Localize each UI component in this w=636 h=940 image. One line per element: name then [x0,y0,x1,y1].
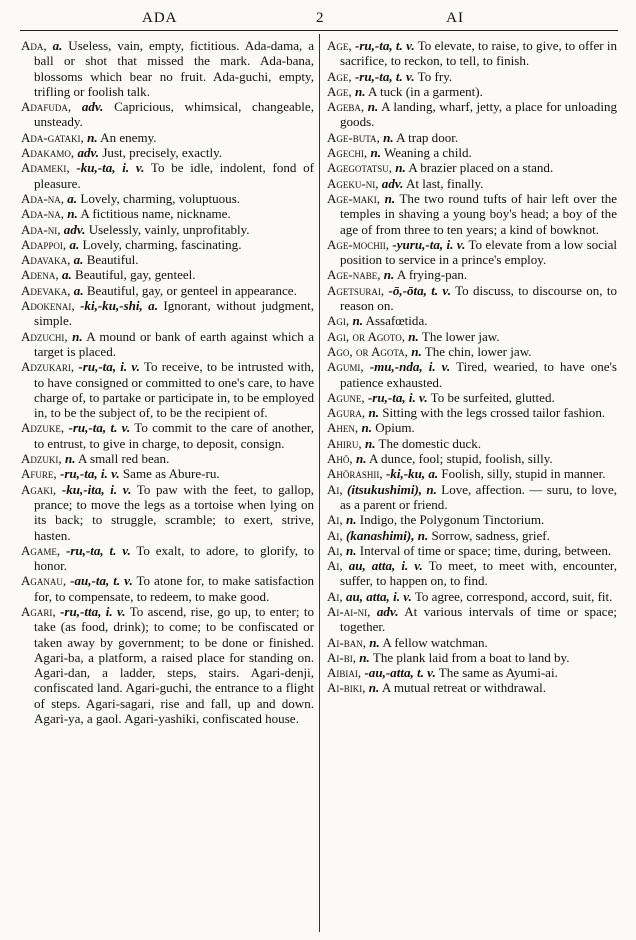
dictionary-entry [327,558,617,589]
entry-headword: Ai, [327,588,343,604]
dictionary-entry [21,420,314,451]
dictionary-entry [327,390,617,405]
entry-part-of-speech: n. [87,129,98,145]
entry-headword: Age-nabe, [327,267,381,283]
dictionary-entry [21,222,314,237]
entry-part-of-speech: -ru,-ta, t. v. [354,38,415,53]
entry-headword: Ageku-ni, [327,175,379,191]
entry-headword: Agari, [21,603,56,619]
entry-definition: Lovely, charming, fascinating. [82,236,242,252]
entry-headword: Agi, [327,313,350,329]
dictionary-entry [21,191,314,206]
entry-definition: A tuck (in a garment). [368,83,483,99]
dictionary-entry [21,359,314,420]
dictionary-entry [21,451,314,466]
dictionary-entry [327,84,617,99]
entry-part-of-speech: -ku,-ita, i. v. [61,481,132,497]
header-rule [20,30,618,31]
entry-part-of-speech: adv. [376,603,399,619]
dictionary-entry [327,359,617,390]
entry-headword: Ai-bi, [327,649,357,665]
dictionary-entry [21,329,314,360]
entry-part-of-speech: n. [364,435,376,451]
entry-definition: Useless, vain, empty, fictitious. Ada-dama, a ball or shot that missed the mark. Ada-bana, blossoms which bear no fruit. Ada-guchi, empty, trifling or foolish talk. [34,38,314,99]
entry-headword: Ageba, [327,99,365,115]
entry-headword: Ago, or Agota, [327,343,408,359]
entry-definition: Capricious, whimsical, changeable, unsteady. [34,99,314,130]
entry-headword: Adzuke, [21,420,65,436]
dictionary-entry [327,38,617,69]
dictionary-entry [327,344,617,359]
entry-part-of-speech: -ru,-ta, t. v. [68,420,131,436]
dictionary-entry [327,466,617,481]
entry-headword: Ai-ai-ni, [327,603,371,619]
entry-headword: Agaki, [21,481,57,497]
entry-part-of-speech: -ki,-ku,-shi, a. [80,298,158,314]
entry-definition: A landing, wharf, jetty, a place for unloading goods. [340,99,617,130]
entry-definition: To be surfeited, glutted. [430,389,555,405]
entry-definition: A mutual retreat or withdrawal. [381,680,546,696]
entry-part-of-speech: a. [73,282,84,298]
entry-headword: Ahōrashii, [327,466,383,482]
entry-definition: A frying-pan. [396,267,468,283]
dictionary-entry [327,482,617,513]
entry-headword: Ahō, [327,451,353,467]
entry-definition: Indigo, the Polygonum Tinctorium. [359,512,545,528]
entry-definition: Beautiful, gay, genteel. [75,267,196,283]
entry-part-of-speech: -ki,-ku, a. [385,466,439,482]
entry-headword: Adena, [21,267,59,283]
entry-part-of-speech: n. [361,420,372,436]
entry-definition: A mound or bank of earth against which a target is placed. [34,328,314,359]
entry-part-of-speech: -au,-ta, t. v. [70,573,133,589]
entry-headword: Ai, [327,481,343,497]
entry-part-of-speech: n. [345,542,357,558]
dictionary-entry [327,329,617,344]
entry-part-of-speech: n. [72,328,83,344]
entry-headword: Ahiru, [327,435,362,451]
entry-headword: Age, [327,38,352,53]
entry-headword: Ai, [327,558,343,574]
entry-part-of-speech: n. [368,405,379,421]
entry-headword: Afure, [21,466,57,482]
dictionary-entry [21,283,314,298]
entry-headword: Adzuki, [21,451,62,467]
entry-headword: Ai, [327,512,343,528]
entry-part-of-speech: au, atta, i. v. [345,588,412,604]
entry-headword: Age-maki, [327,190,381,206]
entry-part-of-speech: -ru,-ta, i. v. [78,359,140,375]
entry-definition: Lovely, charming, voluptuous. [80,190,241,206]
entry-headword: Adakamo, [21,145,75,161]
entry-definition: To be idle, indolent, fond of pleasure. [34,160,315,191]
entry-headword: Adavaka, [21,252,71,268]
entry-part-of-speech: a. [73,252,84,268]
entry-definition: To meet, to meet with, encounter, suffer, to happen on, to find. [340,558,617,589]
entry-definition: Sorrow, sadness, grief. [431,527,550,543]
entry-headword: Age-mochii, [327,236,390,252]
entry-definition: Opium. [375,420,415,436]
dictionary-entry [21,466,314,481]
entry-part-of-speech: n. [64,451,76,467]
entry-definition: A small red bean. [78,451,170,467]
entry-definition: To receive, to be intrusted with, to have consigned or committed to one's care, to have charge of, to partake or participate in, to be employed in, to be the subject of, to be the recipient of. [34,359,314,421]
dictionary-entry [21,160,314,191]
entry-definition: Beautiful. [86,252,139,268]
entry-definition: To exalt, to adore, to glorify, to honor. [34,542,314,574]
dictionary-entry [327,604,617,635]
dictionary-entry [327,176,617,191]
entry-headword: Adzuchi, [21,328,68,344]
dictionary-entry [327,665,617,680]
dictionary-entry [327,420,617,435]
entry-headword: Adameki, [21,160,70,176]
dictionary-entry [327,145,617,160]
dictionary-entry [327,436,617,451]
entry-headword: Ai, [327,542,343,558]
entry-part-of-speech: n. [354,83,366,99]
entry-part-of-speech: n. [359,649,370,665]
entry-headword: Aganau, [21,573,67,589]
dictionary-entry [21,604,314,726]
entry-part-of-speech: -yuru,-ta, i. v. [392,236,466,252]
entry-headword: Agetsurai, [327,282,385,298]
entry-part-of-speech: adv. [77,145,100,161]
entry-headword: Ai, [327,527,343,543]
entry-part-of-speech: -ru,-ta, i. v. [59,466,120,482]
entry-definition: Sitting with the legs crossed tailor fashion. [382,405,606,421]
entry-part-of-speech: n. [395,160,406,176]
right-column [327,38,617,696]
dictionary-entry [21,482,314,543]
entry-headword: Agechi, [327,145,368,161]
entry-definition: Beautiful, gay, or genteel in appearance. [86,282,297,298]
entry-definition: To agree, correspond, accord, suit, fit. [414,588,613,604]
dictionary-entry [21,267,314,282]
entry-headword: Ada-gataki, [21,129,84,145]
entry-headword: Adappoi, [21,236,67,252]
entry-definition: The domestic duck. [378,435,482,451]
dictionary-entry [21,130,314,145]
entry-part-of-speech: -ru,-ta, t. v. [354,68,415,84]
entry-headword: Ada, [21,38,47,53]
entry-definition: A fictitious name, nickname. [80,206,231,222]
entry-headword: Ahen, [327,420,359,436]
entry-headword: Agame, [21,542,61,558]
entry-part-of-speech: n. [369,634,380,650]
entry-definition: At last, finally. [405,175,484,191]
entry-headword: Agune, [327,389,365,405]
entry-headword: Agegotatsu, [327,160,392,176]
entry-definition: Uselessly, vainly, unprofitably. [88,221,250,237]
entry-part-of-speech: n. [408,328,419,344]
entry-part-of-speech: -ru,-ta, t. v. [66,542,131,558]
dictionary-entry [327,512,617,527]
left-running-head: ADA [142,10,178,26]
dictionary-entry [327,69,617,84]
dictionary-entry [327,528,617,543]
entry-headword: Adzukari, [21,359,75,375]
dictionary-entry [327,543,617,558]
dictionary-entry [21,237,314,252]
entry-definition: A brazier placed on a stand. [408,160,554,176]
dictionary-entry [327,130,617,145]
entry-definition: A fellow watchman. [382,634,488,650]
dictionary-entry [21,99,314,130]
dictionary-entry [21,206,314,221]
entry-headword: Agi, or Agoto, [327,328,406,344]
entry-definition: The chin, lower jaw. [424,343,532,359]
entry-headword: Age, [327,83,352,99]
entry-definition: To discuss, to discourse on, to reason on. [340,282,618,314]
entry-headword: Ai-biki, [327,680,366,696]
dictionary-entry [327,589,617,604]
entry-part-of-speech: adv. [63,221,86,237]
entry-definition: The same as Ayumi-ai. [438,665,558,681]
entry-definition: A trap door. [396,129,459,145]
entry-part-of-speech: -mu,-nda, i. v. [369,359,451,375]
dictionary-entry [327,237,617,268]
dictionary-entry [327,160,617,175]
column-divider [319,34,320,932]
entry-part-of-speech: -ku,-ta, i. v. [76,160,145,176]
entry-definition: Ignorant, without judgment, simple. [34,298,314,329]
entry-part-of-speech: a. [52,38,63,53]
entry-part-of-speech: au, atta, i. v. [348,558,423,574]
entry-headword: Ada-ni, [21,221,61,237]
entry-part-of-speech: adv. [381,175,404,191]
entry-definition: Same as Abure-ru. [122,466,220,482]
dictionary-entry [327,680,617,695]
left-column [21,38,314,726]
dictionary-entry [327,99,617,130]
entry-headword: Adevaka, [21,282,71,298]
entry-part-of-speech: n. [411,343,422,359]
entry-part-of-speech: adv. [81,99,104,115]
entry-part-of-speech: -ō,-ōta, t. v. [388,282,451,298]
entry-headword: Ai-ban, [327,634,367,650]
dictionary-entry [327,451,617,466]
dictionary-entry [21,145,314,160]
entry-part-of-speech: -ru,-ta, i. v. [367,389,428,405]
entry-headword: Aibiai, [327,665,362,681]
entry-definition: An enemy. [100,129,157,145]
entry-part-of-speech: n. [367,99,379,115]
entry-definition: To ascend, rise, go up, to enter; to take (as food, drink); to come; to be confiscated or taken away by government; to be done or finished. Agari-ba, a platform, a raised place for standing on. Agari-dan, a ladder, steps, stairs. Agari-denji, confiscated land. Agari-guchi, the entrance to a flight of steps. Agari-sagari, rise and fall, up and down. Agari-ya, a gaol. Agari-yashiki, confiscated house. [34,603,314,727]
entry-definition: To elevate, to raise, to give, to offer in sacrifice, to reckon, to tell, to finish. [340,38,617,69]
entry-definition: Just, precisely, exactly. [102,145,223,161]
entry-definition: Weaning a child. [384,145,472,161]
entry-definition: The lower jaw. [421,328,500,344]
entry-part-of-speech: n. [383,267,395,283]
entry-definition: The two round tufts of hair left over the temples in shaving a young boy's head; a boy of the age of from three to ten years; a kind of bowknot. [340,190,618,237]
entry-part-of-speech: a. [67,190,78,206]
dictionary-entry [21,252,314,267]
dictionary-entry [327,267,617,282]
right-running-head: AI [446,10,464,26]
entry-definition: To elevate from a low social position to service in a prince's employ. [340,236,617,268]
entry-headword: Adokenai, [21,298,75,314]
entry-part-of-speech: (itsukushimi), n. [347,481,437,497]
entry-definition: At various intervals of time or space; together. [340,603,618,635]
entry-part-of-speech: n. [355,451,367,467]
dictionary-entry [21,298,314,329]
entry-part-of-speech: n. [383,129,394,145]
entry-part-of-speech: a. [69,236,80,252]
entry-definition: To paw with the feet, to gallop, prance; to move the legs as a tortoise when lying on its back; to struggle, scramble; to exert, strive, hasten. [34,481,314,543]
entry-part-of-speech: -ru,-tta, i. v. [60,603,126,619]
dictionary-entry [327,405,617,420]
page-number: 2 [316,10,325,26]
entry-part-of-speech: n. [368,680,380,696]
entry-headword: Age, [327,68,352,84]
dictionary-entry [21,573,314,604]
entry-part-of-speech: n. [384,190,396,206]
entry-part-of-speech: (kanashimi), n. [345,527,429,543]
entry-part-of-speech: n. [345,512,357,528]
entry-part-of-speech: n. [370,145,381,161]
entry-definition: Tired, wearied, to have one's patience exhausted. [340,359,617,390]
entry-part-of-speech: n. [352,313,363,329]
entry-definition: To atone for, to make satisfaction for, to compensate, to redeem, to make good. [34,573,314,604]
entry-headword: Agumi, [327,359,364,375]
entry-definition: To commit to the care of another, to entrust, to give in charge, to deposit, consign. [34,420,314,451]
entry-headword: Agura, [327,405,366,421]
dictionary-entry [327,191,617,237]
page-header [22,6,614,30]
entry-definition: The plank laid from a boat to land by. [372,649,570,665]
entry-definition: Assafœtida. [365,313,428,329]
entry-definition: Interval of time or space; time, during, between. [359,542,612,558]
dictionary-entry [21,38,314,99]
entry-headword: Ada-na, [21,190,65,206]
entry-part-of-speech: a. [61,267,72,283]
dictionary-entry [327,313,617,328]
entry-definition: Foolish, silly, stupid in manner. [441,466,606,482]
dictionary-entry [21,543,314,574]
entry-part-of-speech: n. [67,206,78,222]
entry-definition: Love, affection. — suru, to love, as a parent or friend. [340,481,617,512]
entry-definition: A dunce, fool; stupid, foolish, silly. [369,451,553,467]
entry-headword: Age-buta, [327,129,380,145]
dictionary-entry [327,650,617,665]
dictionary-entry [327,283,617,314]
entry-headword: Ada-na, [21,206,65,222]
entry-headword: Adafuda, [21,99,72,115]
entry-part-of-speech: -au,-atta, t. v. [364,665,436,681]
entry-definition: To fry. [417,68,453,84]
dictionary-entry [327,635,617,650]
